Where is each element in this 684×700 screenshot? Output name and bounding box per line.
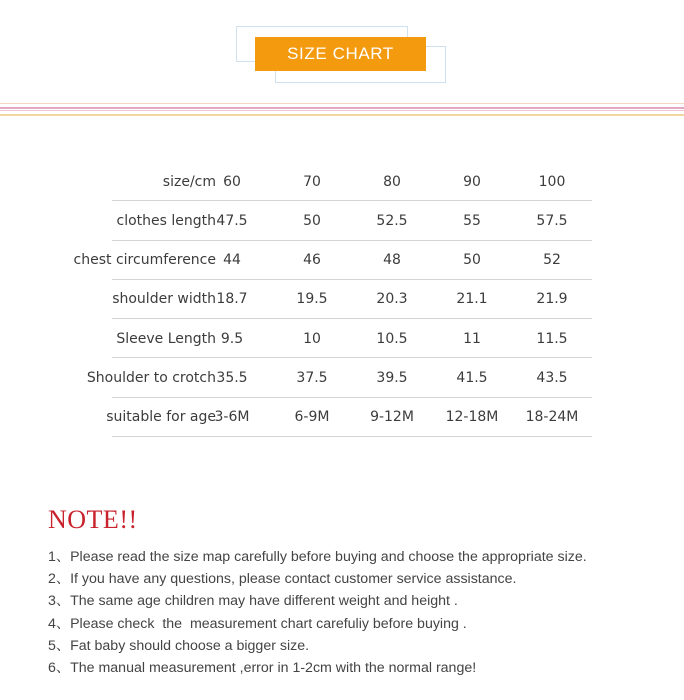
table-row-clothes-length bbox=[0, 201, 684, 240]
table-cell: 47.5 bbox=[216, 212, 248, 229]
table-cell: 12-18M bbox=[445, 409, 499, 426]
table-row-size bbox=[0, 162, 684, 201]
table-row-sleeve-length bbox=[0, 319, 684, 358]
table-cell: 70 bbox=[303, 173, 321, 190]
table-row-chest-circumference bbox=[0, 241, 684, 280]
divider-stripe bbox=[0, 103, 684, 104]
table-row-suitable-age bbox=[0, 398, 684, 437]
table-cell: 11 bbox=[463, 330, 481, 347]
table-row-shoulder-width bbox=[0, 280, 684, 319]
row-label: suitable for age bbox=[106, 409, 216, 426]
row-label: Sleeve Length bbox=[116, 330, 216, 347]
table-cell: 18.7 bbox=[216, 291, 248, 308]
row-label: clothes length bbox=[116, 212, 216, 229]
note-item: 2、If you have any questions, please contact customer service assistance. bbox=[48, 571, 517, 588]
table-cell: 44 bbox=[223, 252, 241, 269]
table-cell: 48 bbox=[383, 252, 401, 269]
table-cell: 37.5 bbox=[296, 369, 328, 386]
table-cell: 9-12M bbox=[370, 409, 414, 426]
table-cell: 43.5 bbox=[536, 369, 568, 386]
note-item: 5、Fat baby should choose a bigger size. bbox=[48, 637, 310, 654]
page-title: SIZE CHART bbox=[255, 37, 426, 71]
table-cell: 21.9 bbox=[536, 291, 568, 308]
row-label: shoulder width bbox=[112, 291, 216, 308]
table-cell: 57.5 bbox=[536, 212, 568, 229]
table-cell: 19.5 bbox=[296, 291, 328, 308]
divider-stripe bbox=[0, 110, 684, 111]
table-cell: 6-9M bbox=[294, 409, 330, 426]
table-cell: 9.5 bbox=[220, 330, 244, 347]
table-cell: 80 bbox=[383, 173, 401, 190]
table-cell: 20.3 bbox=[376, 291, 408, 308]
row-label: size/cm bbox=[162, 173, 216, 190]
table-cell: 50 bbox=[463, 252, 481, 269]
table-cell: 18-24M bbox=[525, 409, 579, 426]
table-cell: 10.5 bbox=[376, 330, 408, 347]
table-cell: 46 bbox=[303, 252, 321, 269]
divider-stripe bbox=[0, 107, 684, 109]
table-cell: 60 bbox=[223, 173, 241, 190]
table-cell: 11.5 bbox=[536, 330, 568, 347]
note-heading: NOTE!! bbox=[48, 505, 138, 534]
divider-stripe bbox=[0, 114, 684, 116]
table-cell: 52.5 bbox=[376, 212, 408, 229]
table-row-shoulder-to-crotch bbox=[0, 358, 684, 397]
note-item: 3、The same age children may have different weight and height . bbox=[48, 593, 458, 610]
table-cell: 50 bbox=[303, 212, 321, 229]
table-cell: 35.5 bbox=[216, 369, 248, 386]
note-item: 4、Please check the measurement chart carefuliy before buying . bbox=[48, 615, 467, 632]
row-label: chest circumference bbox=[73, 252, 216, 269]
table-cell: 10 bbox=[303, 330, 321, 347]
note-item: 6、The manual measurement ,error in 1-2cm with the normal range! bbox=[48, 659, 477, 676]
table-cell: 21.1 bbox=[456, 291, 488, 308]
table-cell: 55 bbox=[463, 212, 481, 229]
table-cell: 41.5 bbox=[456, 369, 488, 386]
size-table bbox=[0, 162, 684, 437]
row-label: Shoulder to crotch bbox=[86, 369, 216, 386]
table-cell: 100 bbox=[538, 173, 566, 190]
table-cell: 39.5 bbox=[376, 369, 408, 386]
table-cell: 90 bbox=[463, 173, 481, 190]
row-divider bbox=[112, 436, 592, 437]
table-cell: 52 bbox=[543, 252, 561, 269]
notes-list bbox=[48, 546, 587, 679]
note-item: 1、Please read the size map carefully before buying and choose the appropriate size. bbox=[48, 549, 587, 565]
table-cell: 3-6M bbox=[214, 409, 250, 426]
